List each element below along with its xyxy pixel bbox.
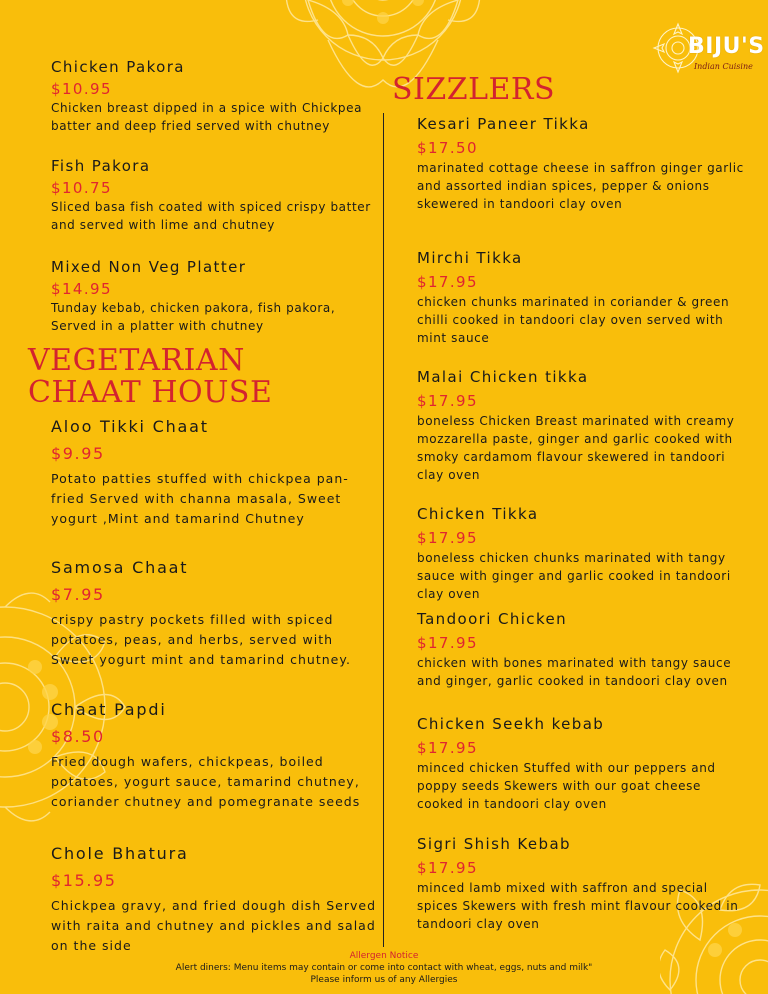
- item-name: Mixed Non Veg Platter: [51, 258, 247, 276]
- menu-item: [51, 417, 377, 529]
- allergen-notice-text: Alert diners: Menu items may contain or come into contact with wheat, eggs, nuts and milk": [175, 963, 593, 973]
- column-divider: [383, 113, 384, 947]
- item-name: Chicken Tikka: [417, 505, 539, 523]
- menu-item: [51, 258, 377, 335]
- item-description: minced lamb mixed with saffron and special spices Skewers with fresh mint flavour cooked in tandoori clay oven: [417, 881, 739, 931]
- item-name: Samosa Chaat: [51, 558, 189, 577]
- item-description: Potato patties stuffed with chickpea pan-fried Served with channa masala, Sweet yogurt ,Mint and tamarind Chutney: [51, 471, 349, 526]
- item-price: $17.95: [417, 739, 478, 757]
- item-description: crispy pastry pockets filled with spiced potatoes, peas, and herbs, served with Sweet yogurt mint and tamarind chutney.: [51, 612, 351, 667]
- item-description: chicken chunks marinated in coriander & green chilli cooked in tandoori clay oven served with mint sauce: [417, 295, 730, 345]
- item-name: Chole Bhatura: [51, 844, 189, 863]
- section-title-chaat-house: CHAAT HOUSE: [28, 375, 273, 410]
- menu-item: [51, 844, 377, 956]
- item-description: Fried dough wafers, chickpeas, boiled potatoes, yogurt sauce, tamarind chutney, coriander chutney and pomegranate seeds: [51, 754, 361, 809]
- item-description: boneless Chicken Breast marinated with creamy mozzarella paste, ginger and garlic cooked with smoky cardamom flavour skewered in tandoori clay oven: [417, 414, 735, 482]
- item-price: $7.95: [51, 585, 105, 604]
- item-description: minced chicken Stuffed with our peppers and poppy seeds Skewers with our goat cheese cooked in tandoori clay oven: [417, 761, 716, 811]
- item-name: Chicken Pakora: [51, 58, 185, 76]
- menu-item: [417, 115, 747, 213]
- item-description: Chicken breast dipped in a spice with Chickpea batter and deep fried served with chutney: [51, 101, 363, 133]
- item-description: Tunday kebab, chicken pakora, fish pakora, Served in a platter with chutney: [51, 301, 336, 333]
- item-name: Chicken Seekh kebab: [417, 715, 605, 733]
- item-price: $17.95: [417, 273, 478, 291]
- item-description: Sliced basa fish coated with spiced crispy batter and served with lime and chutney: [51, 200, 371, 232]
- item-price: $10.95: [51, 80, 112, 98]
- brand-logo: [652, 16, 764, 84]
- section-title-sizzlers: SIZZLERS: [392, 72, 556, 107]
- item-name: Fish Pakora: [51, 157, 151, 175]
- item-name: Chaat Papdi: [51, 700, 167, 719]
- menu-item: [417, 610, 747, 690]
- item-name: Aloo Tikki Chaat: [51, 417, 209, 436]
- allergen-notice: [0, 950, 768, 986]
- allergen-notice-title: Allergen Notice: [349, 951, 419, 961]
- menu-item: [51, 558, 377, 670]
- menu-item: [417, 835, 747, 933]
- menu-item: [417, 249, 747, 347]
- item-description: Chickpea gravy, and fried dough dish Served with raita and chutney and pickles and salad on the side: [51, 898, 377, 953]
- item-description: marinated cottage cheese in saffron ginger garlic and assorted indian spices, pepper & onions skewered in tandoori clay oven: [417, 161, 744, 211]
- item-price: $9.95: [51, 444, 105, 463]
- item-description: chicken with bones marinated with tangy sauce and ginger, garlic cooked in tandoori clay oven: [417, 656, 732, 688]
- item-price: $17.95: [417, 392, 478, 410]
- item-name: Sigri Shish Kebab: [417, 835, 571, 853]
- menu-item: [51, 157, 377, 234]
- menu-item: [417, 715, 747, 813]
- section-title-vegetarian: VEGETARIAN: [28, 343, 245, 378]
- item-name: Tandoori Chicken: [417, 610, 568, 628]
- item-price: $8.50: [51, 727, 105, 746]
- item-name: Kesari Paneer Tikka: [417, 115, 590, 133]
- item-price: $17.50: [417, 139, 478, 157]
- menu-item: [417, 505, 747, 603]
- menu-item: [51, 58, 377, 135]
- item-price: $15.95: [51, 871, 117, 890]
- allergen-notice-request: Please inform us of any Allergies: [310, 975, 458, 985]
- brand-tagline: Indian Cuisine: [694, 62, 753, 71]
- brand-name: BIJU'S: [688, 34, 765, 59]
- menu-item: [417, 368, 747, 484]
- menu-item: [51, 700, 377, 812]
- item-name: Malai Chicken tikka: [417, 368, 589, 386]
- item-price: $17.95: [417, 634, 478, 652]
- item-description: boneless chicken chunks marinated with tangy sauce with ginger and garlic cooked in tandoori clay oven: [417, 551, 731, 601]
- item-price: $10.75: [51, 179, 112, 197]
- item-name: Mirchi Tikka: [417, 249, 523, 267]
- item-price: $17.95: [417, 859, 478, 877]
- item-price: $14.95: [51, 280, 112, 298]
- item-price: $17.95: [417, 529, 478, 547]
